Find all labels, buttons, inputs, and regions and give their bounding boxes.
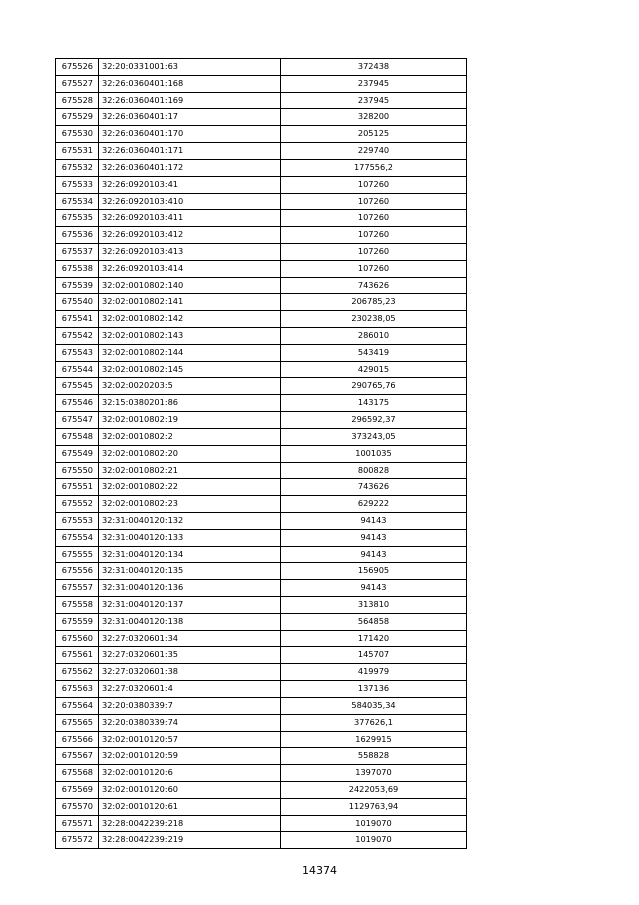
table-row [56,126,467,143]
table-row [56,815,467,832]
cadastral-value: 143175 [281,395,467,412]
table-row [56,176,467,193]
cadastral-number: 32:20:0331001:63 [99,59,281,76]
cadastral-number: 32:15:0380201:86 [99,395,281,412]
table-row [56,412,467,429]
table-row [56,159,467,176]
cadastral-number: 32:26:0360401:168 [99,75,281,92]
row-id: 675535 [56,210,99,227]
table-row [56,344,467,361]
cadastral-number: 32:27:0320601:34 [99,630,281,647]
cadastral-value: 743626 [281,277,467,294]
row-id: 675568 [56,765,99,782]
row-id: 675532 [56,159,99,176]
row-id: 675558 [56,597,99,614]
row-id: 675538 [56,260,99,277]
table-row [56,75,467,92]
table-row [56,210,467,227]
cadastral-number: 32:27:0320601:4 [99,681,281,698]
cadastral-value: 107260 [281,227,467,244]
cadastral-value: 1001035 [281,445,467,462]
cadastral-value: 237945 [281,92,467,109]
table-row [56,294,467,311]
cadastral-value: 1019070 [281,815,467,832]
row-id: 675536 [56,227,99,244]
cadastral-value: 137136 [281,681,467,698]
cadastral-value: 1629915 [281,731,467,748]
table-row [56,697,467,714]
cadastral-value: 2422053,69 [281,781,467,798]
cadastral-number: 32:26:0920103:412 [99,227,281,244]
cadastral-number: 32:26:0360401:169 [99,92,281,109]
cadastral-value: 377626,1 [281,714,467,731]
table-row [56,832,467,849]
table-row [56,59,467,76]
cadastral-number: 32:02:0010120:57 [99,731,281,748]
cadastral-value: 94143 [281,580,467,597]
cadastral-value: 94143 [281,512,467,529]
row-id: 675546 [56,395,99,412]
cadastral-value: 543419 [281,344,467,361]
table-row [56,529,467,546]
cadastral-number: 32:27:0320601:38 [99,664,281,681]
row-id: 675531 [56,143,99,160]
row-id: 675549 [56,445,99,462]
row-id: 675556 [56,563,99,580]
cadastral-value: 584035,34 [281,697,467,714]
cadastral-value: 94143 [281,529,467,546]
cadastral-number: 32:02:0010802:21 [99,462,281,479]
table-row [56,597,467,614]
cadastral-number: 32:02:0010802:143 [99,328,281,345]
cadastral-number: 32:20:0380339:7 [99,697,281,714]
cadastral-number: 32:31:0040120:136 [99,580,281,597]
row-id: 675541 [56,311,99,328]
cadastral-number: 32:27:0320601:35 [99,647,281,664]
table-row [56,479,467,496]
table-row [56,361,467,378]
cadastral-value: 171420 [281,630,467,647]
table-row [56,496,467,513]
table-row [56,445,467,462]
cadastral-number: 32:28:0042239:219 [99,832,281,849]
cadastral-value: 205125 [281,126,467,143]
cadastral-number: 32:26:0920103:414 [99,260,281,277]
cadastral-number: 32:02:0010802:23 [99,496,281,513]
cadastral-number: 32:20:0380339:74 [99,714,281,731]
cadastral-value: 1397070 [281,765,467,782]
cadastral-number: 32:02:0010120:6 [99,765,281,782]
cadastral-value: 107260 [281,193,467,210]
table-row [56,512,467,529]
row-id: 675570 [56,798,99,815]
row-id: 675534 [56,193,99,210]
row-id: 675560 [56,630,99,647]
row-id: 675540 [56,294,99,311]
cadastral-value: 743626 [281,479,467,496]
cadastral-value: 107260 [281,243,467,260]
row-id: 675543 [56,344,99,361]
table-row [56,328,467,345]
row-id: 675564 [56,697,99,714]
cadastral-number: 32:31:0040120:133 [99,529,281,546]
table-row [56,428,467,445]
row-id: 675572 [56,832,99,849]
cadastral-number: 32:26:0360401:171 [99,143,281,160]
cadastral-value: 296592,37 [281,412,467,429]
table-row [56,193,467,210]
row-id: 675539 [56,277,99,294]
cadastral-number: 32:31:0040120:132 [99,512,281,529]
table-row [56,378,467,395]
row-id: 675567 [56,748,99,765]
row-id: 675526 [56,59,99,76]
cadastral-number: 32:02:0010120:61 [99,798,281,815]
row-id: 675533 [56,176,99,193]
cadastral-value-table [55,58,467,849]
row-id: 675547 [56,412,99,429]
cadastral-value: 107260 [281,210,467,227]
cadastral-value: 429015 [281,361,467,378]
cadastral-number: 32:31:0040120:134 [99,546,281,563]
table-row [56,546,467,563]
cadastral-value: 328200 [281,109,467,126]
row-id: 675555 [56,546,99,563]
cadastral-value: 286010 [281,328,467,345]
table-row [56,277,467,294]
table-row [56,748,467,765]
cadastral-value: 206785,23 [281,294,467,311]
cadastral-number: 32:02:0010802:141 [99,294,281,311]
table-row [56,647,467,664]
cadastral-number: 32:02:0010802:145 [99,361,281,378]
cadastral-number: 32:02:0010802:19 [99,412,281,429]
row-id: 675548 [56,428,99,445]
table-row [56,462,467,479]
row-id: 675542 [56,328,99,345]
cadastral-number: 32:31:0040120:137 [99,597,281,614]
cadastral-value: 800828 [281,462,467,479]
table-row [56,243,467,260]
cadastral-value: 1129763,94 [281,798,467,815]
cadastral-number: 32:02:0010802:22 [99,479,281,496]
row-id: 675562 [56,664,99,681]
table-body [56,59,467,849]
cadastral-value: 1019070 [281,832,467,849]
cadastral-number: 32:02:0010802:20 [99,445,281,462]
table-row [56,580,467,597]
table-row [56,311,467,328]
table-row [56,765,467,782]
cadastral-number: 32:02:0010802:140 [99,277,281,294]
row-id: 675537 [56,243,99,260]
table-row [56,714,467,731]
table-row [56,798,467,815]
table-row [56,92,467,109]
cadastral-value: 107260 [281,260,467,277]
cadastral-value: 558828 [281,748,467,765]
row-id: 675545 [56,378,99,395]
row-id: 675563 [56,681,99,698]
table-row [56,143,467,160]
row-id: 675550 [56,462,99,479]
page-number: 14374 [302,864,337,877]
cadastral-value: 373243,05 [281,428,467,445]
cadastral-value: 313810 [281,597,467,614]
cadastral-value: 94143 [281,546,467,563]
row-id: 675565 [56,714,99,731]
table-row [56,395,467,412]
cadastral-number: 32:26:0360401:172 [99,159,281,176]
row-id: 675552 [56,496,99,513]
row-id: 675559 [56,613,99,630]
cadastral-number: 32:02:0010802:2 [99,428,281,445]
row-id: 675566 [56,731,99,748]
row-id: 675530 [56,126,99,143]
row-id: 675544 [56,361,99,378]
cadastral-value: 564858 [281,613,467,630]
cadastral-number: 32:02:0010120:59 [99,748,281,765]
row-id: 675557 [56,580,99,597]
row-id: 675551 [56,479,99,496]
table-row [56,563,467,580]
cadastral-value: 290765,76 [281,378,467,395]
table-row [56,781,467,798]
cadastral-value: 372438 [281,59,467,76]
cadastral-number: 32:31:0040120:135 [99,563,281,580]
row-id: 675529 [56,109,99,126]
cadastral-value: 156905 [281,563,467,580]
row-id: 675527 [56,75,99,92]
cadastral-number: 32:02:0010802:144 [99,344,281,361]
row-id: 675569 [56,781,99,798]
table-row [56,109,467,126]
cadastral-number: 32:02:0020203:5 [99,378,281,395]
row-id: 675571 [56,815,99,832]
table-row [56,664,467,681]
cadastral-number: 32:28:0042239:218 [99,815,281,832]
table-row [56,681,467,698]
cadastral-number: 32:26:0360401:17 [99,109,281,126]
cadastral-value: 177556,2 [281,159,467,176]
cadastral-number: 32:26:0920103:413 [99,243,281,260]
cadastral-number: 32:02:0010802:142 [99,311,281,328]
cadastral-number: 32:31:0040120:138 [99,613,281,630]
cadastral-value: 107260 [281,176,467,193]
cadastral-value: 419979 [281,664,467,681]
row-id: 675553 [56,512,99,529]
table-row [56,227,467,244]
cadastral-value: 230238,05 [281,311,467,328]
table-row [56,260,467,277]
cadastral-number: 32:26:0920103:411 [99,210,281,227]
cadastral-value: 629222 [281,496,467,513]
table-row [56,613,467,630]
cadastral-value: 237945 [281,75,467,92]
cadastral-number: 32:26:0360401:170 [99,126,281,143]
row-id: 675554 [56,529,99,546]
table-row [56,630,467,647]
row-id: 675561 [56,647,99,664]
row-id: 675528 [56,92,99,109]
cadastral-number: 32:26:0920103:41 [99,176,281,193]
cadastral-number: 32:02:0010120:60 [99,781,281,798]
cadastral-value: 229740 [281,143,467,160]
cadastral-number: 32:26:0920103:410 [99,193,281,210]
table-row [56,731,467,748]
cadastral-value: 145707 [281,647,467,664]
